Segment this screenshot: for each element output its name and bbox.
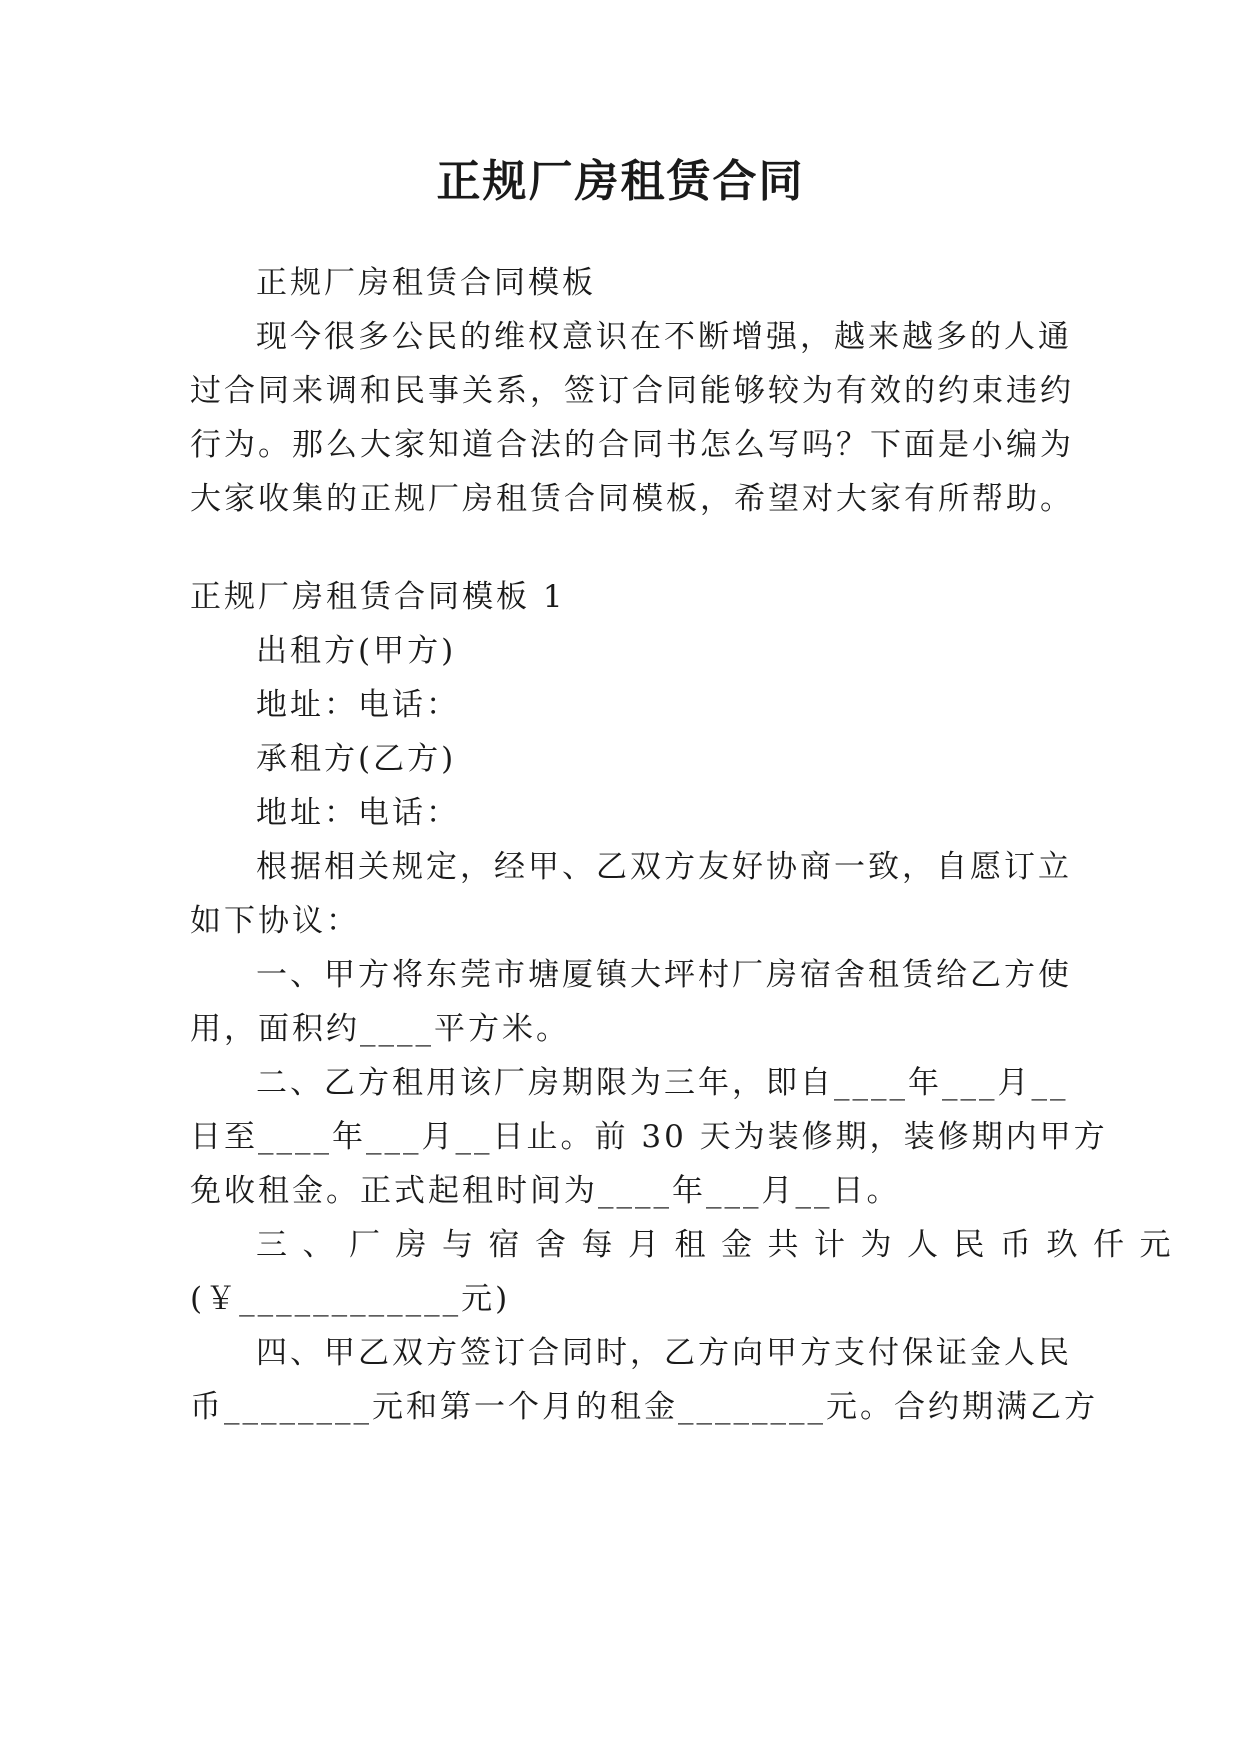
clause-line: 一、甲方将东莞市塘厦镇大坪村厂房宿舍租赁给乙方使 [256,957,1072,993]
clause-line: 用，面积约____平方米。 [190,1011,570,1047]
clause-line: 币________元和第一个月的租金________元。合约期满乙方 [190,1389,1098,1425]
party-b-address: 地址：电话： [256,795,460,831]
intro-line: 现今很多公民的维权意识在不断增强，越来越多的人通 [256,319,1072,355]
party-b-label: 承租方(乙方) [256,741,457,777]
intro-line: 大家收集的正规厂房租赁合同模板，希望对大家有所帮助。 [190,481,1074,517]
subtitle-line: 正规厂房租赁合同模板 [256,265,596,301]
document-title: 正规厂房租赁合同 [436,156,805,207]
clause-line: 三、厂房与宿舍每月租金共计为人民币玖仟元 [256,1227,1186,1263]
section-heading: 正规厂房租赁合同模板 1 [190,579,566,615]
party-a-label: 出租方(甲方) [256,633,457,669]
clause-line: 日至____年___月__日止。前 30 天为装修期，装修期内甲方 [190,1119,1108,1155]
intro-line: 行为。那么大家知道合法的合同书怎么写吗？下面是小编为 [190,427,1074,463]
clause-line: 根据相关规定，经甲、乙双方友好协商一致，自愿订立 [256,849,1072,885]
clause-line: 免收租金。正式起租时间为____年___月__日。 [190,1173,901,1209]
clause-line: 二、乙方租用该厂房期限为三年，即自____年___月__ [256,1065,1069,1101]
party-a-address: 地址：电话： [256,687,460,723]
clause-line: 四、甲乙双方签订合同时，乙方向甲方支付保证金人民 [256,1335,1072,1371]
clause-line: 如下协议： [190,903,360,939]
intro-line: 过合同来调和民事关系，签订合同能够较为有效的约束违约 [190,373,1074,409]
clause-line: (￥____________元) [190,1281,511,1317]
